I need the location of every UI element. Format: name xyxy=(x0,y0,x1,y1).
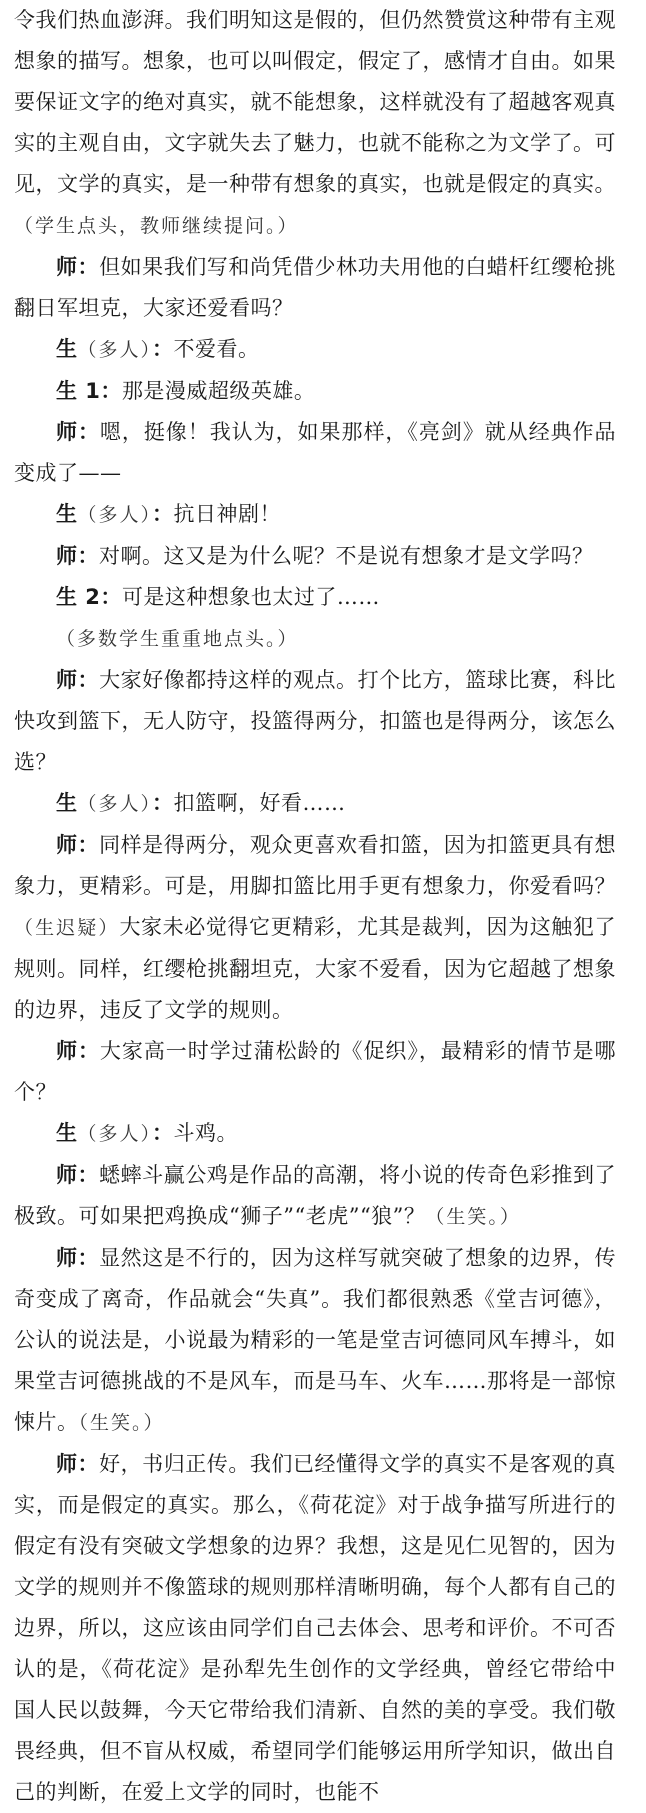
stage-direction: （多人） xyxy=(77,504,153,526)
dialogue-paragraph xyxy=(14,1155,616,1238)
dialogue-paragraph xyxy=(14,1031,616,1113)
stage-direction: （生笑。） xyxy=(425,1206,521,1228)
stage-direction: （多人） xyxy=(77,793,153,815)
paragraph-text: 抗日神剧！ xyxy=(173,502,282,526)
paragraph-text: 令我们热血澎湃。我们明知这是假的，但仍然赞赏这种带有主观想象的描写。想象，也可以叫假定，假定了，感情才自由。如果要保证文字的绝对真实，就不能想象，这样就没有了超越客观真实的主观自由，文字就失去了魅力，也就不能称之为文学了。可见，文学的真实，是一种带有想象的真实，也就是假定的真实。 xyxy=(14,8,616,196)
dialogue-paragraph xyxy=(14,783,616,825)
paragraph-text: 大家未必觉得它更精彩，尤其是裁判，因为这触犯了规则。同样，红缨枪挑翻坦克，大家不爱看，因为它超越了想象的边界，违反了文学的规则。 xyxy=(14,915,616,1022)
dialogue-paragraph xyxy=(14,577,616,618)
paragraph-text: 对啊。这又是为什么呢？不是说有想象才是文学吗？ xyxy=(99,544,594,568)
dialogue-paragraph xyxy=(14,660,616,783)
paragraph-text: 可是这种想象也太过了…… xyxy=(121,585,380,609)
speaker-label: 师： xyxy=(56,1246,100,1270)
speaker-label: 师： xyxy=(56,833,100,857)
paragraph-text: 显然这是不行的，因为这样写就突破了想象的边界，传奇变成了离奇，作品就会“失真”。我们都很熟悉《堂吉诃德》，公认的说法是，小说最为精彩的一笔是堂吉诃德同风车搏斗，如果堂吉诃德挑战的不是风车，而是马车、火车……那将是一部惊悚片。 xyxy=(14,1246,617,1434)
speaker-label: 生 xyxy=(56,1121,78,1145)
speaker-label: 生 xyxy=(56,791,78,815)
stage-direction: （学生点头，教师继续提问。） xyxy=(14,215,299,237)
speaker-label: 师： xyxy=(56,1163,100,1187)
dialogue-paragraph xyxy=(14,412,616,494)
stage-direction: （多人） xyxy=(77,1123,153,1145)
dialogue-paragraph xyxy=(14,247,616,329)
speaker-colon: ： xyxy=(152,502,174,526)
speaker-label: 师： xyxy=(56,668,100,692)
paragraph-text: 那是漫威超级英雄。 xyxy=(121,379,316,403)
stage-direction: （多数学生重重地点头。） xyxy=(56,628,299,650)
speaker-label: 师： xyxy=(56,255,100,279)
dialogue-paragraph xyxy=(14,1113,616,1155)
stage-direction: （多人） xyxy=(77,339,153,361)
speaker-label: 生 1： xyxy=(56,379,122,403)
paragraph-text: 不爱看。 xyxy=(173,337,260,361)
paragraph-text: 大家好像都持这样的观点。打个比方，篮球比赛，科比快攻到篮下，无人防守，投篮得两分，扣篮也是得两分，该怎么选？ xyxy=(14,668,617,774)
paragraph-text: 大家高一时学过蒲松龄的《促织》，最精彩的情节是哪个？ xyxy=(14,1039,616,1104)
speaker-colon: ： xyxy=(152,1121,174,1145)
paragraph-text: 同样是得两分，观众更喜欢看扣篮，因为扣篮更具有想象力，更精彩。可是，用脚扣篮比用手更有想象力，你爱看吗？ xyxy=(14,833,617,898)
stage-direction: （生迟疑） xyxy=(14,917,120,939)
paragraph-text: 嗯，挺像！我认为，如果那样，《亮剑》就从经典作品变成了—— xyxy=(14,420,616,485)
dialogue-paragraph xyxy=(14,0,616,247)
dialogue-paragraph xyxy=(14,494,616,536)
dialogue-paragraph xyxy=(14,329,616,371)
speaker-label: 师： xyxy=(56,544,99,568)
dialogue-paragraph xyxy=(14,1444,616,1813)
dialogue-paragraph xyxy=(14,371,616,412)
speaker-label: 师： xyxy=(56,420,100,444)
dialogue-paragraph xyxy=(14,536,616,577)
speaker-label: 生 2： xyxy=(56,585,122,609)
speaker-colon: ： xyxy=(152,791,174,815)
paragraph-text: 好，书归正传。我们已经懂得文学的真实不是客观的真实，而是假定的真实。那么，《荷花淀》对于战争描写所进行的假定有没有突破文学想象的边界？我想，这是见仁见智的，因为文学的规则并不像篮球的规则那样清晰明确，每个人都有自己的边界，所以，这应该由同学们自己去体会、思考和评价。不可否认的是，《荷花淀》是孙犁先生创作的文学经典，曾经它带给中国人民以鼓舞，今天它带给我们清新、自然的美的享受。我们敬畏经典，但不盲从权威，希望同学们能够运用所学知识，做出自己的判断，在爱上文学的同时，也能不 xyxy=(14,1452,617,1804)
stage-direction: （生笑。） xyxy=(78,1412,165,1434)
dialogue-paragraph xyxy=(14,1238,616,1444)
paragraph-text: 蟋蟀斗赢公鸡是作品的高潮，将小说的传奇色彩推到了极致。可如果把鸡换成“狮子”“老虎”“狼”？ xyxy=(14,1163,617,1228)
speaker-colon: ： xyxy=(152,337,174,361)
speaker-label: 师： xyxy=(56,1039,100,1063)
paragraph-text: 扣篮啊，好看…… xyxy=(173,791,346,815)
speaker-label: 师： xyxy=(56,1452,100,1476)
dialogue-paragraph xyxy=(14,618,616,660)
dialogue-paragraph xyxy=(14,825,616,1031)
paragraph-text: 斗鸡。 xyxy=(173,1121,239,1145)
speaker-label: 生 xyxy=(56,337,78,361)
speaker-label: 生 xyxy=(56,502,78,526)
paragraph-text: 但如果我们写和尚凭借少林功夫用他的白蜡杆红缨枪挑翻日军坦克，大家还爱看吗？ xyxy=(14,255,617,320)
